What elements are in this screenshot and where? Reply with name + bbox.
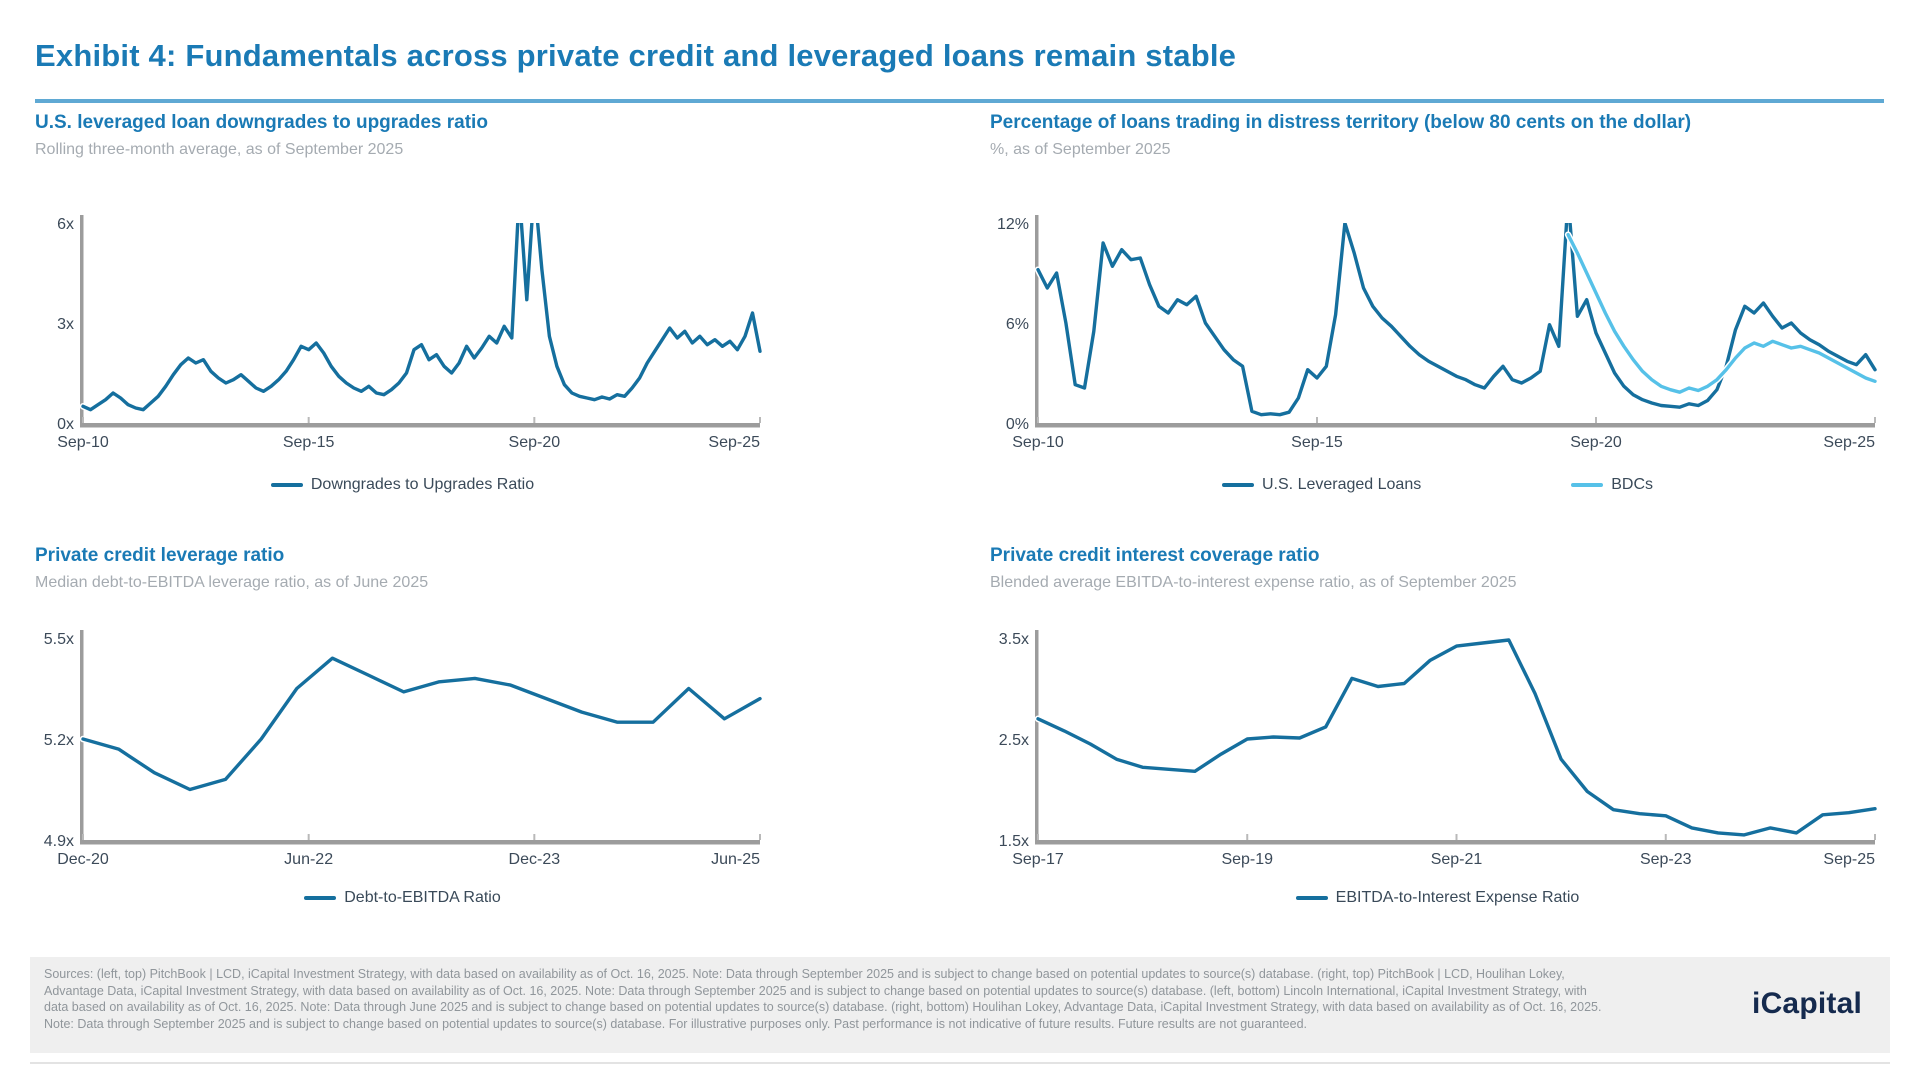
series-line xyxy=(1038,640,1875,835)
y-tick-label: 0% xyxy=(1005,416,1029,431)
legend-item xyxy=(1296,889,1580,907)
legend-label: EBITDA-to-Interest Expense Ratio xyxy=(1335,889,1580,906)
chart-block-downgrades xyxy=(35,112,770,494)
legend xyxy=(35,889,770,907)
line-chart-coverage xyxy=(990,606,1885,848)
y-tick-label: 5.2x xyxy=(43,732,74,749)
series-swatch xyxy=(304,896,336,900)
axis-tick xyxy=(1874,417,1876,423)
axis-tick xyxy=(533,834,535,840)
axis-tick xyxy=(1037,417,1039,423)
page-title: Exhibit 4: Fundamentals across private credit and leveraged loans remain stable xyxy=(35,38,1237,73)
chart-subtitle: %, as of September 2025 xyxy=(990,141,1171,158)
axis-tick xyxy=(759,834,761,840)
axis-tick xyxy=(759,417,761,423)
axis-tick xyxy=(1595,417,1597,423)
x-tick-label: Dec-23 xyxy=(508,851,561,868)
x-tick-label: Sep-23 xyxy=(1639,851,1692,868)
chart-block-distress xyxy=(990,112,1885,494)
axis-tick xyxy=(308,417,310,423)
footer-sources-text: Sources: (left, top) PitchBook | LCD, iCapital Investment Strategy, with data based on availability as of Oct. 16, 2025. Note: Data through September 2025 and is subject to change based on potential updates to source(s) database. (right, top) PitchBook | LCD, Houlihan Lokey, Advantage Data, iCapital Investment Strategy, with data based on availability as of Oct. 16, 2025. Note: Data through September 2025 and is subject to change based on potential updates to source(s) database. (left, bottom) Lincoln International, iCapital Investment Strategy, with data based on availability as of Oct. 16, 2025. Note: Data through June 2025 and is subject to change based on potential updates to source(s) database. (right, bottom) Houlihan Lokey, Advantage Data, iCapital Investment Strategy, with data based on availability as of Oct. 16, 2025. Note: Data through September 2025 and is subject to change based on potential updates to source(s) database. For illustrative purposes only. Past performance is not indicative of future results. Future results are not guaranteed. xyxy=(44,967,1602,1031)
x-tick-label: Sep-17 xyxy=(1012,851,1064,868)
x-axis-labels xyxy=(1012,851,1875,873)
y-tick-label: 12% xyxy=(996,216,1029,233)
legend-label: Debt-to-EBITDA Ratio xyxy=(344,889,501,906)
x-axis-line xyxy=(80,423,760,428)
axis-tick xyxy=(82,834,84,840)
line-chart-downgrades xyxy=(35,173,770,431)
axis-tick xyxy=(1246,834,1248,840)
chart-title: Private credit leverage ratio xyxy=(35,545,285,566)
bottom-rule xyxy=(30,1062,1890,1064)
axis-tick xyxy=(1456,834,1458,840)
series-halo xyxy=(1038,198,1875,415)
icapital-logo: iCapital xyxy=(1752,987,1862,1020)
y-tick-label: 5.5x xyxy=(43,631,74,648)
y-tick-label: 3.5x xyxy=(998,631,1029,648)
x-tick-label: Sep-25 xyxy=(1823,434,1875,451)
chart-title: U.S. leveraged loan downgrades to upgrades ratio xyxy=(35,112,488,133)
y-tick-label: 6x xyxy=(57,216,74,233)
series-halo xyxy=(1038,640,1875,835)
series-halo xyxy=(83,186,760,409)
axis-tick xyxy=(308,834,310,840)
x-tick-label: Dec-20 xyxy=(57,851,109,868)
y-axis-line xyxy=(1035,215,1039,423)
series-swatch xyxy=(1571,483,1603,487)
y-axis-line xyxy=(1035,630,1039,840)
title-rule xyxy=(35,99,1884,103)
x-tick-label: Sep-15 xyxy=(1291,434,1343,451)
chart-block-leverage xyxy=(35,545,770,907)
line-chart-distress xyxy=(990,173,1885,431)
chart-subtitle: Blended average EBITDA-to-interest expense ratio, as of September 2025 xyxy=(990,574,1517,591)
legend-label: Downgrades to Upgrades Ratio xyxy=(310,476,535,493)
x-tick-label: Sep-21 xyxy=(1430,851,1483,868)
series-halo xyxy=(83,658,760,789)
axis-tick xyxy=(533,417,535,423)
x-axis-labels xyxy=(57,434,760,456)
legend-item xyxy=(1571,476,1653,494)
x-tick-label: Sep-15 xyxy=(282,434,335,451)
y-tick-label: 2.5x xyxy=(998,732,1029,749)
x-tick-label: Sep-10 xyxy=(1012,434,1064,451)
y-tick-label: 0x xyxy=(57,416,74,431)
legend-label: U.S. Leveraged Loans xyxy=(1262,476,1422,493)
series-swatch xyxy=(271,483,303,487)
legend-item xyxy=(304,889,501,907)
chart-title: Private credit interest coverage ratio xyxy=(990,545,1320,566)
footer xyxy=(30,957,1890,1053)
series-line xyxy=(83,186,760,409)
axis-tick xyxy=(82,417,84,423)
x-tick-label: Jun-22 xyxy=(284,851,334,868)
series-line xyxy=(83,658,760,789)
series-swatch xyxy=(1296,896,1328,900)
x-axis-line xyxy=(80,840,760,845)
x-axis-line xyxy=(1035,423,1875,428)
x-tick-label: Sep-19 xyxy=(1221,851,1274,868)
y-tick-label: 6% xyxy=(1005,316,1029,333)
axis-tick xyxy=(1316,417,1318,423)
x-axis-labels xyxy=(57,851,760,873)
line-chart-leverage xyxy=(35,606,770,848)
legend-item xyxy=(271,476,534,494)
x-axis-labels xyxy=(1012,434,1875,456)
axis-tick xyxy=(1874,834,1876,840)
y-tick-label: 4.9x xyxy=(43,833,74,848)
chart-subtitle: Median debt-to-EBITDA leverage ratio, as of June 2025 xyxy=(35,574,429,591)
y-tick-label: 1.5x xyxy=(998,833,1029,848)
chart-block-coverage xyxy=(990,545,1885,907)
x-tick-label: Sep-20 xyxy=(1570,434,1622,451)
x-tick-label: Jun-25 xyxy=(711,851,760,868)
x-tick-label: Sep-10 xyxy=(57,434,109,451)
series-swatch xyxy=(1222,483,1254,487)
legend xyxy=(990,476,1885,494)
y-axis-line xyxy=(80,215,84,423)
x-axis-line xyxy=(1035,840,1875,845)
x-tick-label: Sep-25 xyxy=(708,434,760,451)
legend-label: BDCs xyxy=(1611,476,1653,493)
y-tick-label: 3x xyxy=(57,316,74,333)
axis-tick xyxy=(1037,834,1039,840)
legend xyxy=(35,476,770,494)
x-tick-label: Sep-20 xyxy=(508,434,561,451)
chart-subtitle: Rolling three-month average, as of September 2025 xyxy=(35,141,404,158)
y-axis-line xyxy=(80,630,84,840)
axis-tick xyxy=(1665,834,1667,840)
x-tick-label: Sep-25 xyxy=(1823,851,1875,868)
legend-item xyxy=(1222,476,1421,494)
chart-title: Percentage of loans trading in distress territory (below 80 cents on the dollar) xyxy=(990,112,1692,133)
legend xyxy=(990,889,1885,907)
